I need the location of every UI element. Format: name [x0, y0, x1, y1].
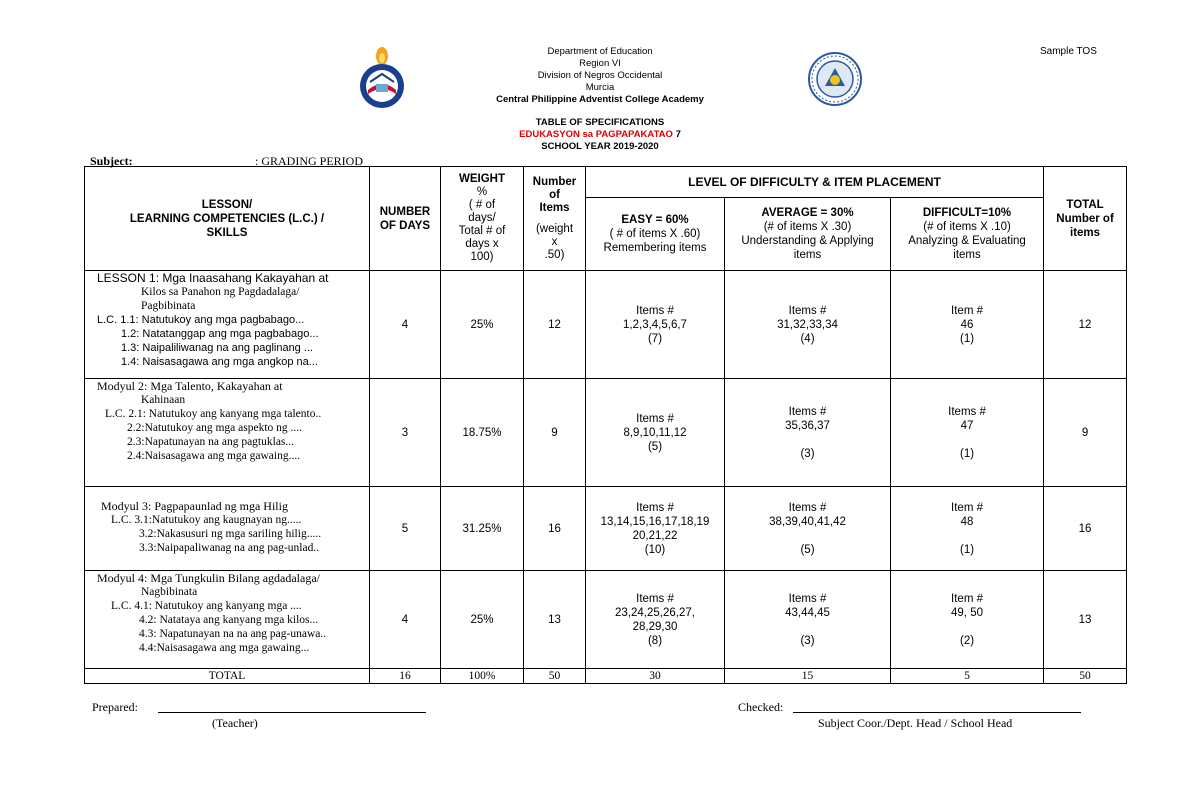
- lesson-cell: LESSON 1: Mga Inaasahang Kakayahan at Kilos sa Panahon ng Pagdadalaga/ Pagbibinata L.C. 1.1: Natutukoy ang mga pagbabago... 1.2: Natatanggap ang mga pagbabago... 1.3: Naipaliliwanag na ang paglinang ... 1.4: Naisasagawa ang mga angkop na...: [85, 271, 370, 379]
- easy-cell: Items # 13,14,15,16,17,18,19 20,21,22 (10): [586, 487, 725, 571]
- teacher-label: (Teacher): [212, 716, 258, 730]
- average-cell: Items # 31,32,33,34 (4): [725, 271, 891, 379]
- sample-label: Sample TOS: [1040, 46, 1097, 57]
- totals-weight: 100%: [441, 669, 524, 684]
- lesson-cell: Modyul 3: Pagpapaunlad ng mga Hilig L.C. 3.1:Natutukoy ang kaugnayan ng..... 3.2:Nakasusuri ng mga sariling hilig..... 3.3:Naipapaliwanag na ang pag-unlad..: [85, 487, 370, 571]
- header-region: Region VI: [579, 58, 621, 69]
- difficult-cell: Item # 48 (1): [891, 487, 1044, 571]
- col-total-header: TOTAL Number of items: [1044, 167, 1127, 271]
- header-division: Division of Negros Occidental: [537, 70, 663, 81]
- totals-total: 50: [1044, 669, 1127, 684]
- difficult-cell: Item # 49, 50 (2): [891, 571, 1044, 669]
- total-cell: 16: [1044, 487, 1127, 571]
- items-cell: 9: [524, 379, 586, 487]
- easy-cell: Items # 8,9,10,11,12 (5): [586, 379, 725, 487]
- doc-title: TABLE OF SPECIFICATIONS: [535, 117, 665, 128]
- col-weight-header: WEIGHT % ( # of days/ Total # of days x 100): [441, 167, 524, 271]
- lesson-cell: Modyul 2: Mga Talento, Kakayahan at Kahinaan L.C. 2.1: Natutukoy ang kanyang mga talento.. 2.2:Natutukoy ang mga aspekto ng .... 2.3:Napatunayan na ang pagtuklas... 2.4:Naisasagawa ang mga gawaing....: [85, 379, 370, 487]
- days-cell: 4: [370, 271, 441, 379]
- table-row: [85, 571, 1127, 669]
- items-cell: 12: [524, 271, 586, 379]
- days-cell: 5: [370, 487, 441, 571]
- difficulty-header: LEVEL OF DIFFICULTY & ITEM PLACEMENT: [586, 167, 1044, 198]
- tos-table: [84, 166, 1127, 684]
- total-cell: 9: [1044, 379, 1127, 487]
- weight-cell: 18.75%: [441, 379, 524, 487]
- days-cell: 3: [370, 379, 441, 487]
- total-cell: 13: [1044, 571, 1127, 669]
- totals-average: 15: [725, 669, 891, 684]
- col-easy-header: EASY = 60% ( # of items X .60) Remembering items: [586, 198, 725, 271]
- grade-level: 7: [675, 129, 681, 140]
- easy-cell: Items # 23,24,25,26,27, 28,29,30 (8): [586, 571, 725, 669]
- totals-easy: 30: [586, 669, 725, 684]
- average-cell: Items # 35,36,37 (3): [725, 379, 891, 487]
- weight-cell: 31.25%: [441, 487, 524, 571]
- checker-role-label: Subject Coor./Dept. Head / School Head: [818, 716, 1013, 730]
- totals-days: 16: [370, 669, 441, 684]
- header-town: Murcia: [585, 82, 615, 93]
- items-cell: 16: [524, 487, 586, 571]
- col-days-header: NUMBER OF DAYS: [370, 167, 441, 271]
- difficult-cell: Item # 46 (1): [891, 271, 1044, 379]
- items-cell: 13: [524, 571, 586, 669]
- col-items-header: Number of Items (weight x .50): [524, 167, 586, 271]
- checked-signature-line: [793, 712, 1081, 713]
- weight-cell: 25%: [441, 271, 524, 379]
- checked-label: Checked:: [738, 700, 784, 714]
- header-school: Central Philippine Adventist College Academy: [496, 94, 704, 105]
- totals-difficult: 5: [891, 669, 1044, 684]
- totals-label: TOTAL: [85, 669, 370, 684]
- prepared-label: Prepared:: [92, 700, 138, 714]
- school-year: SCHOOL YEAR 2019-2020: [541, 141, 659, 152]
- totals-row: [85, 669, 1127, 684]
- header-dept: Department of Education: [547, 46, 653, 57]
- lesson-cell: Modyul 4: Mga Tungkulin Bilang agdadalaga/ Nagbibinata L.C. 4.1: Natutukoy ang kanyang mga .... 4.2: Natataya ang kanyang mga kilos... 4.3: Napatunayan na na ang pag-unawa.. 4.4:Naisasagawa ang mga gawaing...: [85, 571, 370, 669]
- subject-title-line: [0, 129, 1200, 141]
- average-cell: Items # 43,44,45 (3): [725, 571, 891, 669]
- subject-label: Subject:: [90, 154, 133, 168]
- table-row: [85, 271, 1127, 379]
- total-cell: 12: [1044, 271, 1127, 379]
- days-cell: 4: [370, 571, 441, 669]
- col-difficult-header: DIFFICULT=10% (# of items X .10) Analyzing & Evaluating items: [891, 198, 1044, 271]
- col-lesson-header: LESSON/ LEARNING COMPETENCIES (L.C.) / SKILLS: [85, 167, 370, 271]
- col-average-header: AVERAGE = 30% (# of items X .30) Understanding & Applying items: [725, 198, 891, 271]
- easy-cell: Items # 1,2,3,4,5,6,7 (7): [586, 271, 725, 379]
- weight-cell: 25%: [441, 571, 524, 669]
- table-row: [85, 379, 1127, 487]
- subject-title: EDUKASYON sa PAGPAPAKATAO: [519, 129, 673, 140]
- prepared-signature-line: [158, 712, 426, 713]
- grading-period: : GRADING PERIOD: [255, 154, 363, 168]
- average-cell: Items # 38,39,40,41,42 (5): [725, 487, 891, 571]
- table-row: [85, 487, 1127, 571]
- totals-items: 50: [524, 669, 586, 684]
- difficult-cell: Items # 47 (1): [891, 379, 1044, 487]
